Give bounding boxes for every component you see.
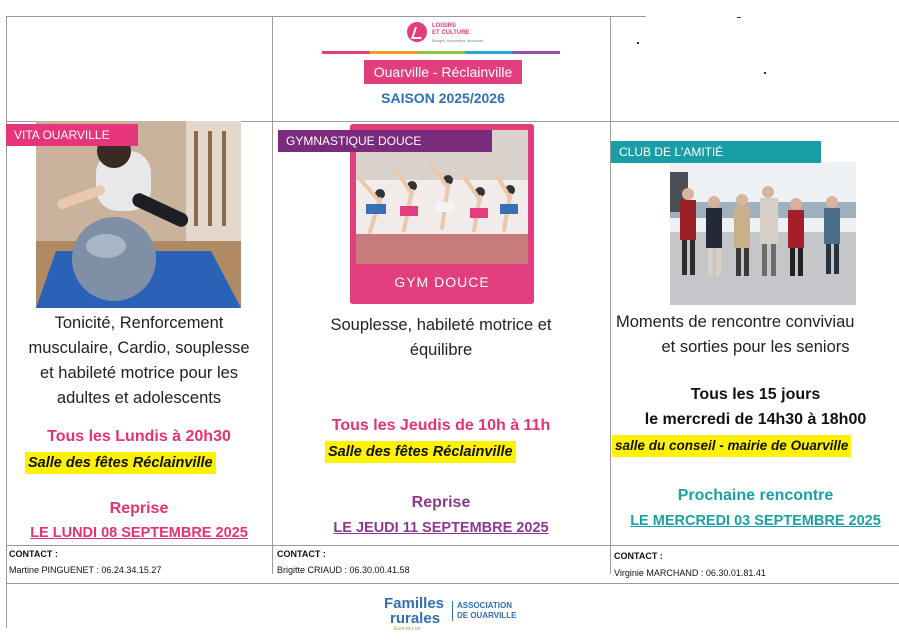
grid-vline-2	[610, 16, 611, 574]
speck	[764, 72, 766, 74]
grid-hline-contact	[6, 545, 899, 546]
speck	[637, 42, 639, 44]
club-schedule-line-1: Tous les 15 jours	[690, 386, 821, 403]
association-label	[452, 601, 516, 621]
association-line-1: ASSOCIATION	[457, 601, 512, 610]
vita-desc-line-2: musculaire, Cardio, souplesse	[28, 339, 250, 357]
gym-place: Salle des fêtes Réclainville	[325, 441, 516, 463]
gym-desc-line-1: Souplesse, habileté motrice et	[330, 316, 552, 334]
fitness-ball-illustration	[36, 121, 241, 308]
gym-contact: Brigitte CRIAUD : 06.30.00.41.58	[277, 565, 410, 575]
vita-contact: Martine PINGUENET : 06.24.34.15.27	[9, 565, 162, 575]
grid-hline-top	[6, 16, 646, 17]
familles-logo-line-1: Familles	[384, 595, 445, 612]
gym-reprise-label: Reprise	[411, 494, 471, 511]
tag-club: CLUB DE L'AMITIÉ	[611, 141, 821, 163]
club-desc-line-1: Moments de rencontre conviviau	[616, 313, 855, 331]
logo-text-1: LOISIRS	[432, 23, 457, 29]
logo-text-2: ET CULTURE	[432, 30, 470, 36]
speck	[737, 17, 741, 18]
vita-schedule: Tous les Lundis à 20h30	[47, 428, 231, 445]
familles-logo-sub: Eure-et-Loir	[394, 626, 421, 632]
gym-reprise-date: LE JEUDI 11 SEPTEMBRE 2025	[333, 520, 549, 536]
season-title: SAISON 2025/2026	[381, 90, 505, 106]
town-banner: Ouarville - Réclainville	[364, 60, 522, 84]
vita-place: Salle des fêtes Réclainville	[25, 452, 216, 474]
association-line-2: DE OUARVILLE	[457, 611, 517, 620]
club-contact-title: CONTACT :	[614, 551, 663, 561]
grid-hline-footer	[6, 583, 899, 584]
seniors-illustration	[670, 162, 856, 305]
tag-gym: GYMNASTIQUE DOUCE	[278, 130, 492, 152]
club-desc-line-2: et sorties pour les seniors	[661, 338, 850, 356]
familles-logo-line-2: rurales	[390, 610, 441, 627]
vita-desc-line-1: Tonicité, Renforcement	[54, 314, 224, 332]
gym-contact-title: CONTACT :	[277, 549, 326, 559]
club-next-label: Prochaine rencontre	[677, 487, 834, 504]
vita-contact-title: CONTACT :	[9, 549, 58, 559]
vita-photo	[36, 121, 241, 308]
tag-vita: VITA OUARVILLE	[6, 124, 138, 146]
gym-schedule: Tous les Jeudis de 10h à 11h	[331, 417, 551, 434]
grid-vline-1	[272, 16, 273, 574]
club-schedule-line-2: le mercredi de 14h30 à 18h00	[644, 411, 867, 428]
familles-rurales-logo	[384, 596, 444, 626]
vita-desc-line-4: adultes et adolescents	[56, 389, 222, 407]
club-photo	[670, 162, 856, 305]
gym-desc-line-2: équilibre	[409, 341, 473, 359]
gym-photo-caption: GYM DOUCE	[394, 274, 490, 290]
vita-desc-line-3: et habileté motrice pour les	[39, 364, 239, 382]
vita-reprise-date: LE LUNDI 08 SEPTEMBRE 2025	[30, 525, 248, 541]
vita-reprise-label: Reprise	[109, 500, 169, 517]
club-next-date: LE MERCREDI 03 SEPTEMBRE 2025	[630, 513, 881, 529]
logo-tagline: Bouger, rencontrer, découvrir	[432, 38, 484, 43]
grid-vline-left	[6, 16, 7, 628]
color-strip	[322, 51, 560, 54]
club-contact: Virginie MARCHAND : 06.30.01.81.41	[614, 568, 766, 578]
loisirs-logo-icon	[407, 22, 427, 42]
club-place: salle du conseil - mairie de Ouarville	[612, 435, 851, 457]
